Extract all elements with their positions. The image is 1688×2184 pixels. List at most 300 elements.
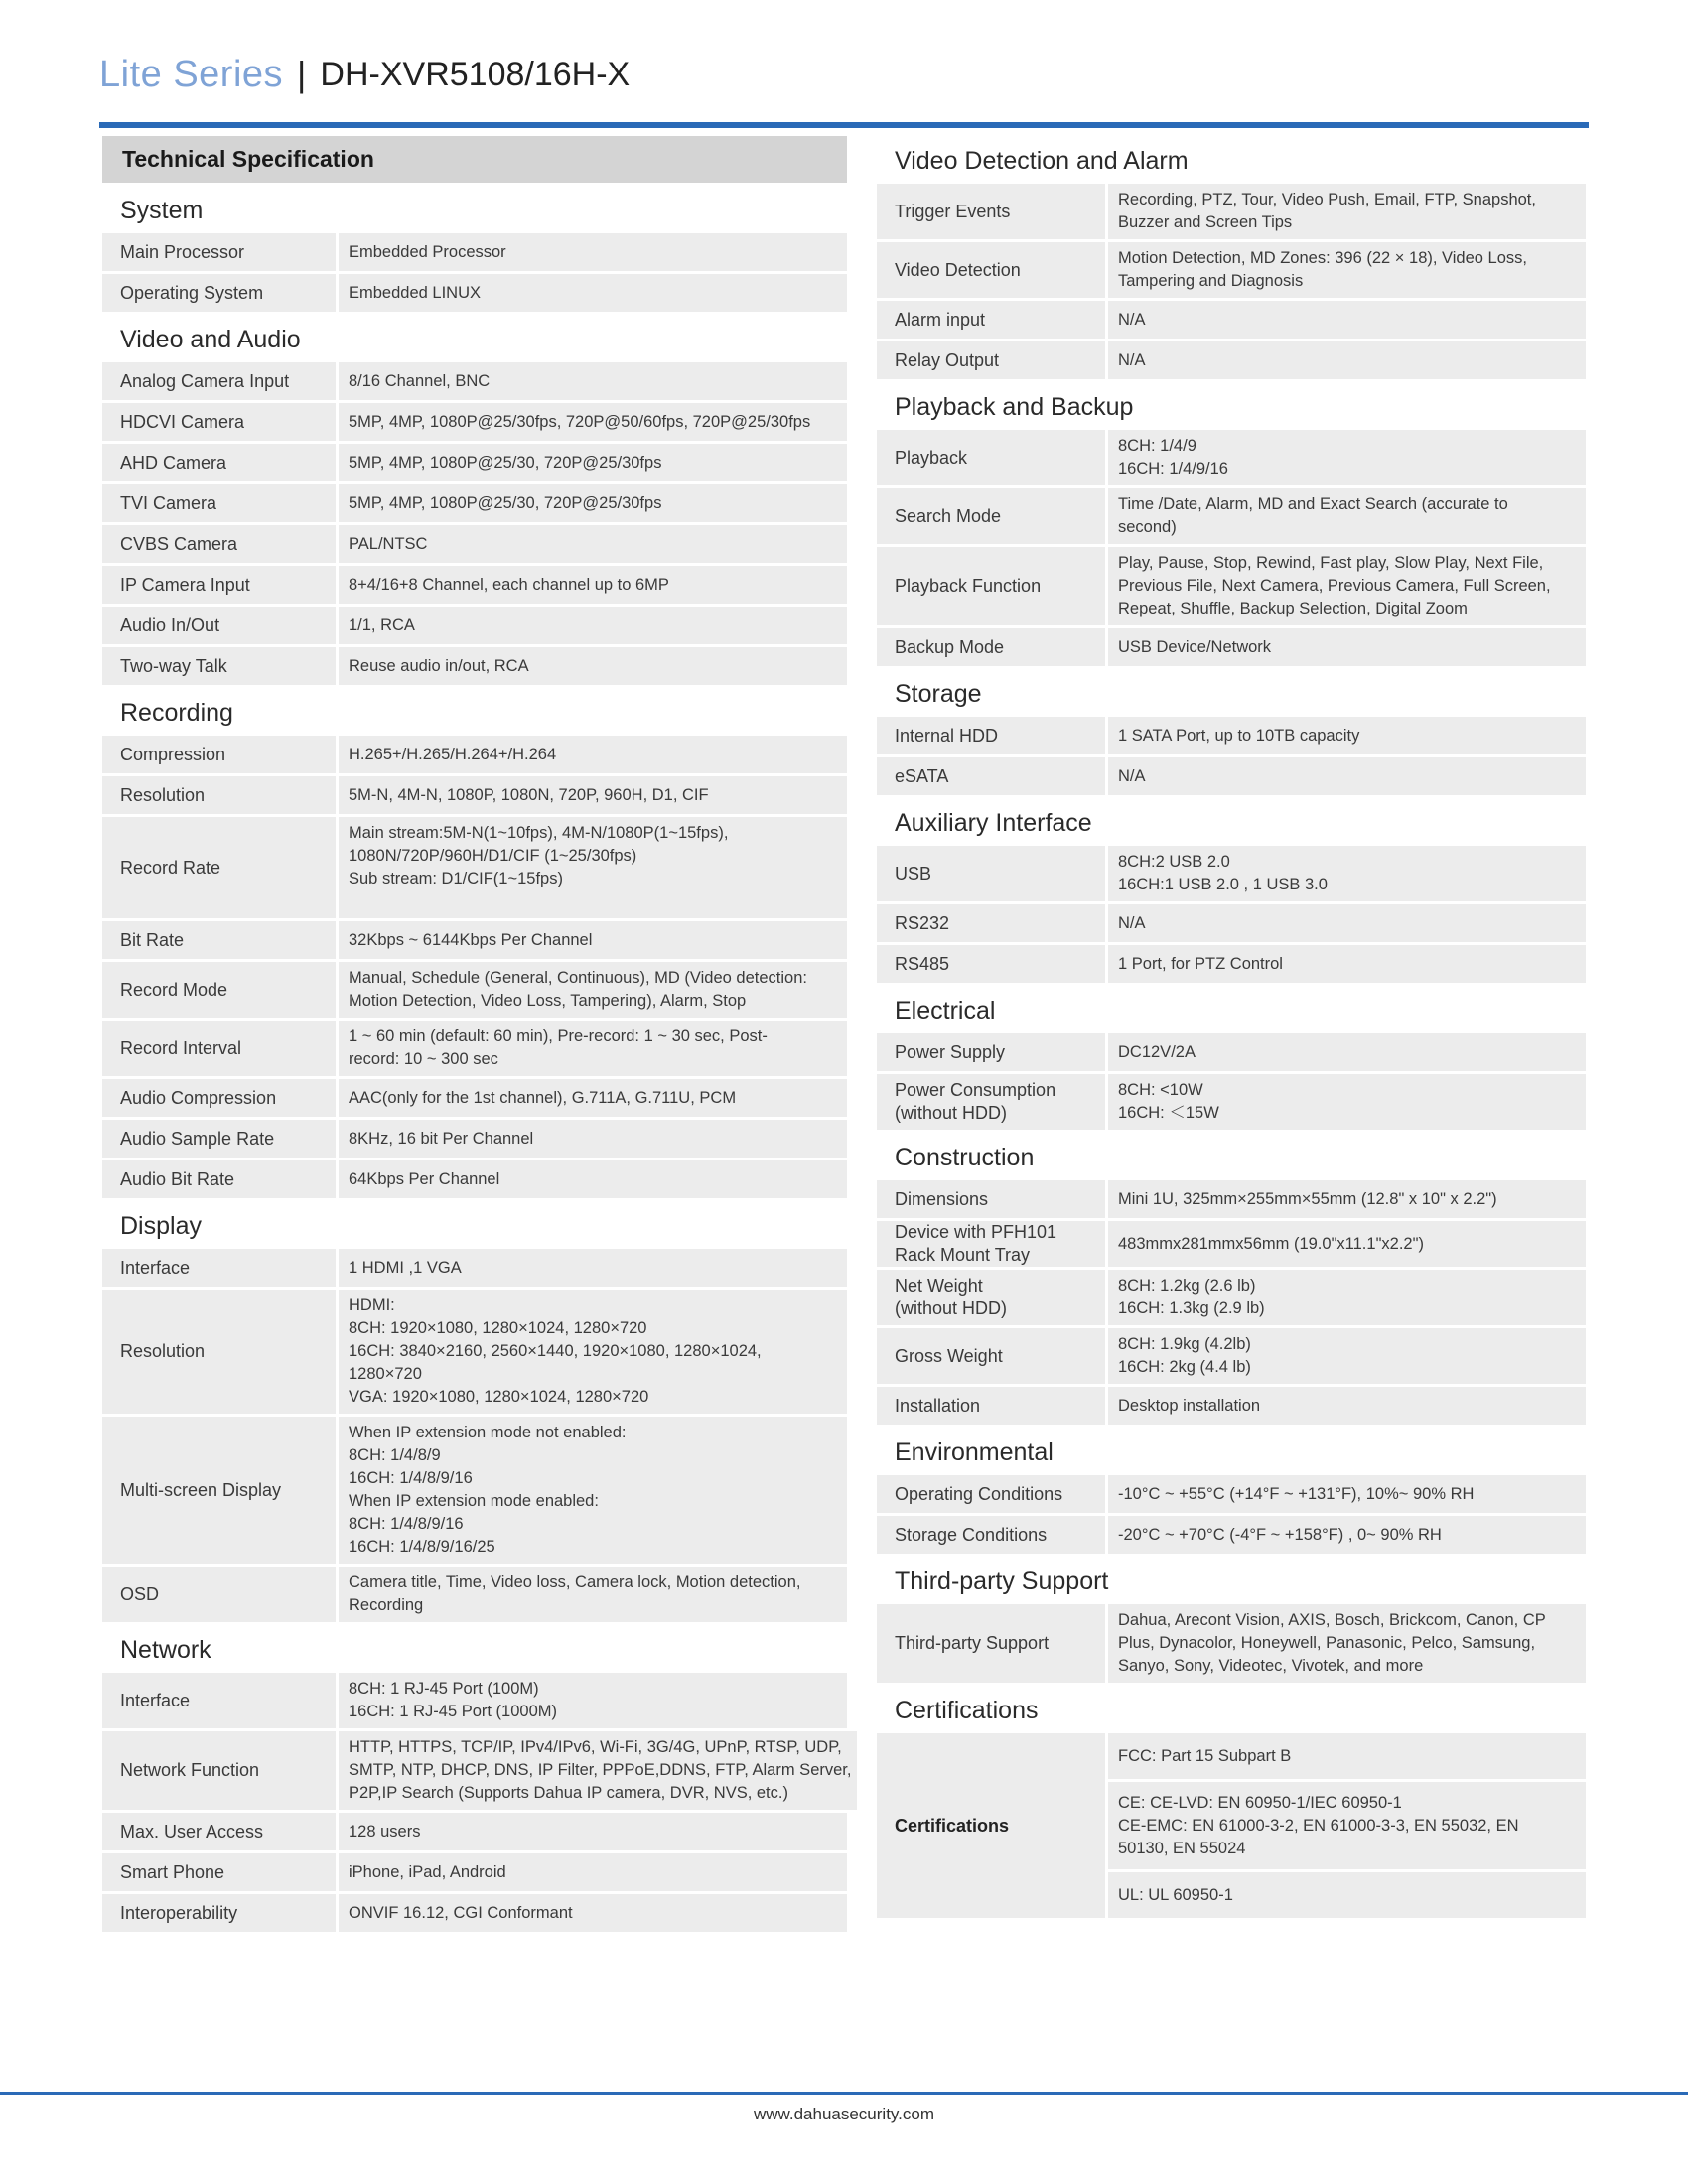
spec-value-line: 16CH: 1/4/8/9/16 <box>349 1469 473 1487</box>
spec-label <box>102 484 336 522</box>
spec-label <box>877 488 1105 544</box>
spec-value <box>339 525 847 563</box>
spec-label <box>102 233 336 271</box>
spec-label-line: Playback <box>895 447 968 468</box>
spec-label-text <box>120 1257 190 1280</box>
spec-row <box>877 945 1586 983</box>
spec-row <box>102 1249 847 1287</box>
spec-value <box>1108 904 1586 942</box>
spec-label-line: Alarm input <box>895 309 986 330</box>
spec-label <box>877 242 1105 298</box>
section-title-auxiliary-interface: Auxiliary Interface <box>895 809 1092 837</box>
spec-value <box>1108 301 1586 339</box>
spec-value-line: When IP extension mode not enabled: <box>349 1424 627 1441</box>
spec-label <box>877 1475 1105 1513</box>
spec-value-line: N/A <box>1118 766 1146 785</box>
spec-label-text <box>120 1861 224 1884</box>
spec-value-line: N/A <box>1118 913 1146 932</box>
spec-value <box>339 484 847 522</box>
spec-label-text <box>120 1690 190 1712</box>
section-title-video-and-audio: Video and Audio <box>120 326 301 353</box>
spec-label-text <box>895 1395 980 1418</box>
spec-value-line: 8KHz, 16 bit Per Channel <box>349 1129 534 1148</box>
right-column <box>877 136 1586 1921</box>
spec-value-line: 5M-N, 4M-N, 1080P, 1080N, 720P, 960H, D1, CIF <box>349 785 709 804</box>
spec-value-line: 8CH:2 USB 2.0 <box>1118 853 1230 871</box>
spec-label-line: OSD <box>120 1583 160 1604</box>
spec-value-line: Camera title, Time, Video loss, Camera lock, Motion detection, <box>349 1573 801 1591</box>
spec-row <box>877 1270 1586 1325</box>
spec-value-line: 1 ~ 60 min (default: 60 min), Pre-record: 1 ~ 30 sec, Post- <box>349 1027 768 1045</box>
spec-value-line: ONVIF 16.12, CGI Conformant <box>349 1903 573 1922</box>
spec-label-line: Power Supply <box>895 1041 1006 1062</box>
spec-label-text <box>120 857 220 880</box>
spec-value-line: When IP extension mode enabled: <box>349 1492 599 1510</box>
spec-label <box>877 1180 1105 1218</box>
spec-label <box>102 736 336 773</box>
spec-label-line: Compression <box>120 744 226 764</box>
spec-row <box>877 1387 1586 1425</box>
spec-label-line: Multi-screen Display <box>120 1479 282 1500</box>
spec-value-line: PAL/NTSC <box>349 534 428 553</box>
spec-row <box>102 566 847 604</box>
spec-label-line: Operating System <box>120 282 264 303</box>
spec-value <box>1108 1074 1586 1130</box>
spec-label <box>877 945 1105 983</box>
spec-label-text <box>895 505 1001 528</box>
spec-label-line: TVI Camera <box>120 492 217 513</box>
section-title-third-party-support: Third-party Support <box>895 1568 1109 1595</box>
spec-value <box>1108 341 1586 379</box>
spec-value <box>1108 757 1586 795</box>
spec-label-text <box>120 614 219 637</box>
model-name: DH-XVR5108/16H-X <box>320 55 631 93</box>
spec-label <box>102 1731 336 1810</box>
spec-label <box>102 274 336 312</box>
spec-value-line: 1 HDMI ,1 VGA <box>349 1258 462 1277</box>
spec-label-text <box>895 1188 988 1211</box>
spec-value <box>339 776 847 814</box>
spec-label <box>102 566 336 604</box>
spec-label-line: Relay Output <box>895 349 1000 370</box>
spec-label <box>102 525 336 563</box>
spec-value-line: 1 Port, for PTZ Control <box>1118 954 1283 973</box>
spec-label-text <box>120 282 263 305</box>
spec-row <box>102 1813 847 1850</box>
spec-value-line: -10°C ~ +55°C (+14°F ~ +131°F), 10%~ 90% RH <box>1118 1484 1475 1503</box>
spec-label-text <box>895 953 949 976</box>
certification-value <box>1108 1782 1586 1869</box>
spec-label-text <box>120 1821 263 1843</box>
spec-value-line: Manual, Schedule (General, Continuous), MD (Video detection: <box>349 969 807 987</box>
spec-label-line: Backup Mode <box>895 636 1005 657</box>
spec-label <box>877 1516 1105 1554</box>
spec-row <box>102 1079 847 1117</box>
spec-row <box>102 1417 847 1564</box>
spec-value <box>1108 945 1586 983</box>
spec-label-line: Audio Bit Rate <box>120 1168 235 1189</box>
certification-line: FCC: Part 15 Subpart B <box>1118 1746 1292 1765</box>
spec-value <box>1108 1475 1586 1513</box>
spec-value-line: 8CH: 1/4/8/9/16 <box>349 1515 464 1533</box>
header-rule <box>99 122 1589 128</box>
spec-value-line: 16CH: 2kg (4.4 lb) <box>1118 1358 1251 1376</box>
spec-value <box>339 274 847 312</box>
spec-label-line: Resolution <box>120 784 206 805</box>
spec-label-text <box>120 1902 237 1925</box>
spec-row <box>102 647 847 685</box>
spec-label-text <box>895 636 1004 659</box>
spec-value-line: Sanyo, Sony, Videotec, Vivotek, and more <box>1118 1657 1424 1675</box>
spec-label-line: Installation <box>895 1395 981 1416</box>
spec-label-line: AHD Camera <box>120 452 227 473</box>
spec-row <box>102 274 847 312</box>
certifications-block <box>877 1733 1586 1918</box>
spec-value-line: Repeat, Shuffle, Backup Selection, Digital Zoom <box>1118 600 1468 617</box>
spec-value <box>339 1731 857 1810</box>
spec-label-line: Video Detection <box>895 259 1021 280</box>
spec-value-line: H.265+/H.265/H.264+/H.264 <box>349 745 557 763</box>
spec-row <box>877 904 1586 942</box>
spec-value-line: 5MP, 4MP, 1080P@25/30, 720P@25/30fps <box>349 493 662 512</box>
section-title-storage: Storage <box>895 680 982 708</box>
spec-row <box>877 1180 1586 1218</box>
spec-label-line: Rack Mount Tray <box>895 1245 1031 1265</box>
spec-row <box>877 1074 1586 1130</box>
spec-label-line: Interface <box>120 1690 191 1710</box>
spec-label-line: RS485 <box>895 953 950 974</box>
spec-row <box>102 736 847 773</box>
spec-value-line: 8/16 Channel, BNC <box>349 371 491 390</box>
spec-label <box>102 1417 336 1564</box>
spec-label-text <box>895 912 949 935</box>
spec-value-line: Recording <box>349 1596 424 1614</box>
spec-label-line: HDCVI Camera <box>120 411 245 432</box>
spec-row <box>102 525 847 563</box>
spec-row <box>102 1120 847 1158</box>
spec-row <box>877 547 1586 625</box>
spec-label-line: Search Mode <box>895 505 1002 526</box>
spec-label <box>877 1387 1105 1425</box>
spec-value <box>1108 488 1586 544</box>
spec-label-text <box>120 492 216 515</box>
spec-value-line: 8CH: <10W <box>1118 1081 1203 1099</box>
spec-label-text <box>120 929 184 952</box>
spec-row <box>877 184 1586 239</box>
spec-row <box>102 1731 852 1810</box>
spec-label-text <box>120 1759 259 1782</box>
spec-label-line: Resolution <box>120 1341 206 1361</box>
spec-value-line: 1 SATA Port, up to 10TB capacity <box>1118 726 1360 745</box>
spec-value-line: Desktop installation <box>1118 1396 1261 1415</box>
spec-row <box>102 1021 847 1076</box>
spec-label <box>877 430 1105 485</box>
spec-label-text <box>120 370 289 393</box>
spec-row <box>102 444 847 481</box>
spec-label <box>102 962 336 1018</box>
spec-label <box>102 1079 336 1117</box>
spec-value <box>339 1079 847 1117</box>
spec-label <box>877 628 1105 666</box>
spec-value-line: 8CH: 1/4/9 <box>1118 437 1196 455</box>
spec-value-line: P2P,IP Search (Supports Dahua IP camera, DVR, NVS, etc.) <box>349 1784 788 1802</box>
title-separator: | <box>297 54 307 94</box>
spec-label-text <box>895 1079 1055 1125</box>
spec-value-line: 16CH: 1/4/9/16 <box>1118 460 1228 478</box>
spec-value-line: 1280×720 <box>349 1365 422 1383</box>
spec-row <box>102 776 847 814</box>
spec-label-line: RS232 <box>895 912 950 933</box>
spec-label-line: Analog Camera Input <box>120 370 290 391</box>
section-title-display: Display <box>120 1212 202 1240</box>
spec-value-line: USB Device/Network <box>1118 637 1272 656</box>
spec-label <box>877 341 1105 379</box>
spec-value-line: Motion Detection, MD Zones: 396 (22 × 18), Video Loss, <box>1118 249 1527 267</box>
spec-value-line: 64Kbps Per Channel <box>349 1169 500 1188</box>
spec-label <box>102 1120 336 1158</box>
spec-value <box>1108 1387 1586 1425</box>
spec-label-text <box>120 452 226 475</box>
spec-label <box>877 1074 1105 1130</box>
spec-value-line: 16CH: ＜15W <box>1118 1104 1219 1122</box>
spec-label <box>877 846 1105 901</box>
spec-label <box>102 817 336 918</box>
spec-value-line <box>349 890 841 913</box>
spec-label <box>877 757 1105 795</box>
spec-label <box>102 1813 336 1850</box>
spec-label-line: Internal HDD <box>895 725 999 746</box>
spec-value-line: Embedded Processor <box>349 242 506 261</box>
spec-value-line: Sub stream: D1/CIF(1~15fps) <box>349 870 563 887</box>
spec-value <box>339 736 847 773</box>
spec-label-line: eSATA <box>895 765 949 786</box>
spec-value <box>339 1567 847 1622</box>
spec-row <box>877 717 1586 754</box>
spec-label-text <box>120 784 205 807</box>
spec-label <box>102 362 336 400</box>
spec-label-text <box>895 1483 1062 1506</box>
spec-value <box>339 647 847 685</box>
spec-label-text <box>895 765 948 788</box>
spec-label-line: Gross Weight <box>895 1345 1003 1366</box>
spec-label-text <box>120 1128 274 1151</box>
spec-value-line: 8CH: 1 RJ-45 Port (100M) <box>349 1680 539 1698</box>
spec-label-text <box>895 309 985 332</box>
spec-value <box>339 1894 847 1932</box>
spec-label-line: Network Function <box>120 1760 260 1780</box>
spec-row <box>102 1853 847 1891</box>
spec-label-text <box>120 1479 281 1502</box>
spec-value-line: HDMI: <box>349 1297 395 1314</box>
spec-label-text <box>120 979 227 1002</box>
spec-label-text <box>895 725 998 748</box>
spec-label <box>877 547 1105 625</box>
spec-value <box>1108 1604 1586 1683</box>
spec-label-line: Net Weight <box>895 1276 983 1296</box>
spec-value <box>339 1290 847 1414</box>
section-title-video-detection-and-alarm: Video Detection and Alarm <box>895 147 1189 175</box>
section-title-construction: Construction <box>895 1144 1035 1171</box>
spec-row <box>102 1567 847 1622</box>
spec-banner-title: Technical Specification <box>102 136 847 183</box>
spec-label-text <box>120 241 244 264</box>
spec-value-line: 1/1, RCA <box>349 615 415 634</box>
spec-row <box>102 817 847 918</box>
spec-value-line: DC12V/2A <box>1118 1042 1196 1061</box>
spec-label <box>877 1221 1105 1267</box>
spec-label-line: Audio Sample Rate <box>120 1128 275 1149</box>
spec-label-text <box>120 1168 234 1191</box>
spec-value-line: VGA: 1920×1080, 1280×1024, 1280×720 <box>349 1388 649 1406</box>
footer-rule <box>0 2092 1688 2095</box>
spec-value <box>339 1120 847 1158</box>
spec-value <box>339 1160 847 1198</box>
section-title-system: System <box>120 197 204 224</box>
spec-value <box>339 962 847 1018</box>
spec-value <box>339 921 847 959</box>
spec-label-line: USB <box>895 863 932 884</box>
spec-label-text <box>895 259 1021 282</box>
spec-row <box>877 1221 1586 1267</box>
spec-label-text <box>895 201 1010 223</box>
spec-value-line: 32Kbps ~ 6144Kbps Per Channel <box>349 930 593 949</box>
section-title-environmental: Environmental <box>895 1438 1054 1466</box>
spec-label <box>877 904 1105 942</box>
spec-label-line: Smart Phone <box>120 1861 225 1882</box>
spec-value <box>1108 1180 1586 1218</box>
spec-label-text <box>120 655 227 678</box>
spec-label-text <box>120 574 250 597</box>
spec-value-line: 16CH: 1/4/8/9/16/25 <box>349 1538 495 1556</box>
spec-label-text <box>895 863 931 886</box>
spec-value-line: -20°C ~ +70°C (-4°F ~ +158°F) , 0~ 90% RH <box>1118 1525 1442 1544</box>
spec-value <box>339 362 847 400</box>
spec-row <box>877 341 1586 379</box>
left-column <box>102 136 852 1935</box>
spec-label-text <box>895 1345 1003 1368</box>
page-header <box>99 50 630 99</box>
spec-value-line: Previous File, Next Camera, Previous Camera, Full Screen, <box>1118 577 1551 595</box>
spec-label-line: Storage Conditions <box>895 1524 1048 1545</box>
spec-value-line: N/A <box>1118 310 1146 329</box>
spec-label-line: Record Interval <box>120 1037 242 1058</box>
spec-label-text <box>120 1087 276 1110</box>
certification-value <box>1108 1733 1586 1779</box>
series-name: Lite Series <box>99 53 284 95</box>
spec-value <box>339 1249 847 1287</box>
spec-row <box>877 1475 1586 1513</box>
spec-value-line: 5MP, 4MP, 1080P@25/30, 720P@25/30fps <box>349 453 662 472</box>
spec-row <box>102 362 847 400</box>
section-title-electrical: Electrical <box>895 997 996 1024</box>
spec-label-line: IP Camera Input <box>120 574 250 595</box>
certification-value <box>1108 1872 1586 1918</box>
spec-label-line: Interface <box>120 1257 191 1278</box>
spec-row <box>877 301 1586 339</box>
spec-value-line: second) <box>1118 518 1177 536</box>
spec-label <box>102 776 336 814</box>
spec-label-line: Max. User Access <box>120 1821 264 1842</box>
spec-label-line: Bit Rate <box>120 929 185 950</box>
spec-value-line: Play, Pause, Stop, Rewind, Fast play, Slow Play, Next File, <box>1118 554 1544 572</box>
spec-row <box>877 628 1586 666</box>
spec-label-line: Third-party Support <box>895 1633 1050 1653</box>
spec-value-line: 8CH: 1920×1080, 1280×1024, 1280×720 <box>349 1319 647 1337</box>
spec-label-text <box>120 411 244 434</box>
spec-value-line: 483mmx281mmx56mm (19.0"x11.1"x2.2") <box>1118 1234 1424 1253</box>
spec-label-text <box>895 1632 1049 1655</box>
spec-row <box>877 1033 1586 1071</box>
spec-row <box>102 607 847 644</box>
spec-row <box>877 488 1586 544</box>
spec-label <box>102 1673 336 1728</box>
spec-row <box>102 1894 847 1932</box>
spec-label-line: Record Mode <box>120 979 228 1000</box>
spec-value <box>339 1673 847 1728</box>
spec-label <box>877 1604 1105 1683</box>
spec-row <box>877 846 1586 901</box>
spec-label-text <box>120 1037 241 1060</box>
spec-label-line: Power Consumption <box>895 1080 1056 1100</box>
spec-row <box>102 1160 847 1198</box>
section-title-recording: Recording <box>120 699 233 727</box>
spec-value-line: Motion Detection, Video Loss, Tampering), Alarm, Stop <box>349 992 747 1010</box>
spec-row <box>877 1328 1586 1384</box>
spec-row <box>877 1604 1586 1683</box>
spec-row <box>102 403 847 441</box>
spec-label-line: Trigger Events <box>895 201 1011 221</box>
spec-value <box>1108 547 1586 625</box>
spec-label <box>877 184 1105 239</box>
certifications-label: Certifications <box>877 1733 1105 1918</box>
spec-label-text <box>895 349 999 372</box>
spec-label <box>877 1328 1105 1384</box>
spec-label <box>877 1033 1105 1071</box>
spec-label-text <box>895 575 1041 598</box>
spec-value-line: HTTP, HTTPS, TCP/IP, IPv4/IPv6, Wi-Fi, 3G/4G, UPnP, RTSP, UDP, <box>349 1738 842 1756</box>
spec-label-line: Main Processor <box>120 241 245 262</box>
spec-label <box>102 403 336 441</box>
spec-label-text <box>895 1524 1047 1547</box>
spec-label <box>102 1160 336 1198</box>
spec-value-line: AAC(only for the 1st channel), G.711A, G.711U, PCM <box>349 1088 737 1107</box>
spec-value-line: Recording, PTZ, Tour, Video Push, Email, FTP, Snapshot, <box>1118 191 1536 208</box>
spec-value-line: 16CH: 1.3kg (2.9 lb) <box>1118 1299 1265 1317</box>
spec-label-line: (without HDD) <box>895 1298 1008 1318</box>
spec-row <box>877 242 1586 298</box>
spec-label-line: Dimensions <box>895 1188 989 1209</box>
spec-row <box>102 1673 847 1728</box>
spec-label-line: Audio In/Out <box>120 614 220 635</box>
spec-row <box>102 921 847 959</box>
spec-label <box>877 717 1105 754</box>
spec-value-line: 1080N/720P/960H/D1/CIF (1~25/30fps) <box>349 847 637 865</box>
spec-value-line: 5MP, 4MP, 1080P@25/30fps, 720P@50/60fps, 720P@25/30fps <box>349 412 811 431</box>
spec-value <box>1108 846 1586 901</box>
spec-value-line: 8CH: 1.2kg (2.6 lb) <box>1118 1277 1256 1295</box>
spec-value-line: iPhone, iPad, Android <box>349 1862 506 1881</box>
certification-line: UL: UL 60950-1 <box>1118 1885 1233 1904</box>
spec-label <box>877 301 1105 339</box>
spec-label <box>102 1249 336 1287</box>
spec-value-line: Time /Date, Alarm, MD and Exact Search (accurate to <box>1118 495 1508 513</box>
spec-value <box>1108 1328 1586 1384</box>
spec-value <box>339 1853 847 1891</box>
spec-value-line: Tampering and Diagnosis <box>1118 272 1304 290</box>
section-title-certifications: Certifications <box>895 1697 1039 1724</box>
spec-label <box>102 607 336 644</box>
spec-value-line: SMTP, NTP, DHCP, DNS, IP Filter, PPPoE,DDNS, FTP, Alarm Server, <box>349 1761 852 1779</box>
